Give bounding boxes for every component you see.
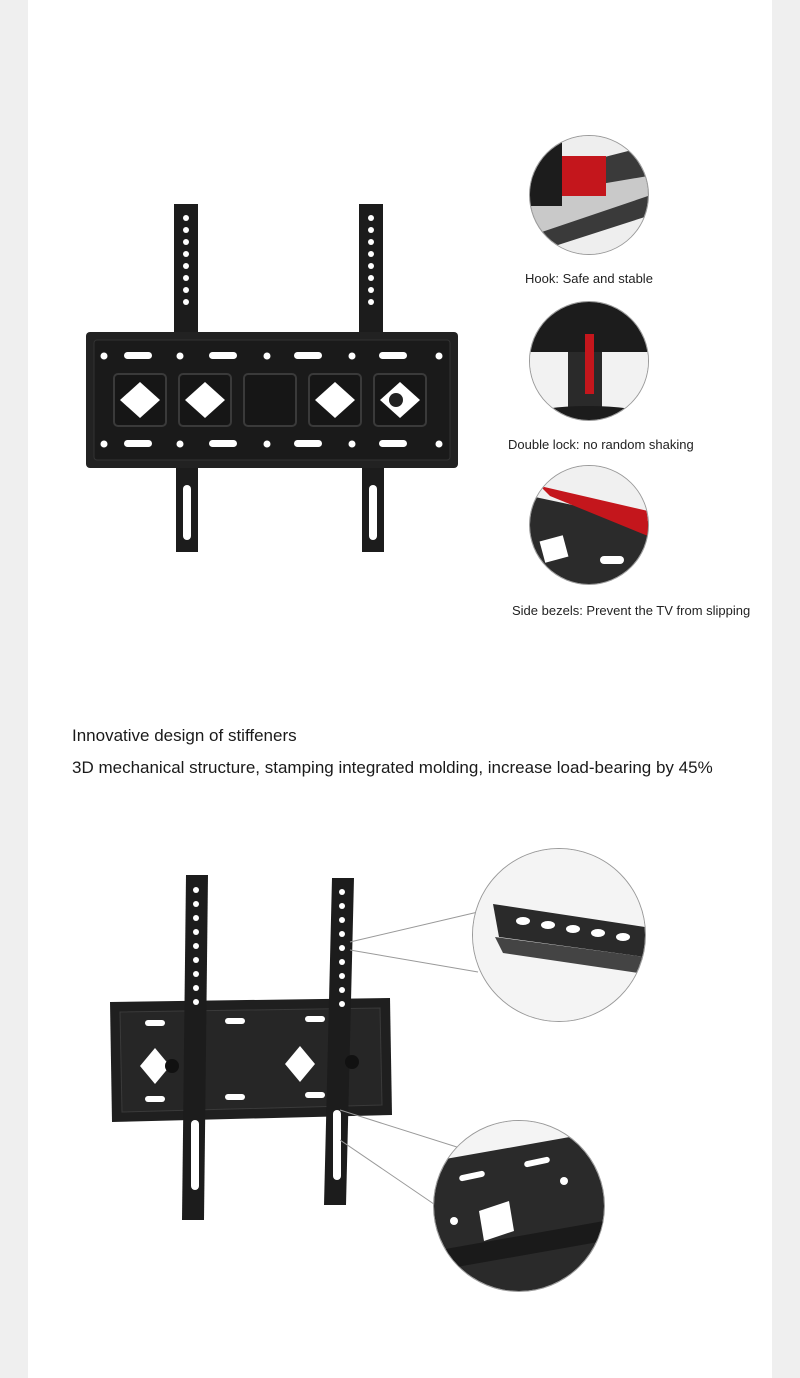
feature-caption-hook: Hook: Safe and stable bbox=[525, 271, 653, 286]
section-title: Innovative design of stiffeners bbox=[72, 726, 297, 745]
feature-caption-bezel: Side bezels: Prevent the TV from slipping bbox=[512, 603, 751, 618]
bezel-closeup-icon bbox=[529, 465, 649, 585]
section-subtitle: 3D mechanical structure, stamping integrated molding, increase load-bearing by 45% bbox=[72, 758, 713, 777]
hook-closeup-icon bbox=[529, 135, 649, 255]
lock-closeup-icon bbox=[529, 301, 649, 421]
stiffener-closeup-icon bbox=[472, 848, 646, 1022]
wall-mount-front-image bbox=[84, 200, 464, 560]
feature-caption-lock: Double lock: no random shaking bbox=[508, 437, 694, 452]
plate-closeup-icon bbox=[433, 1120, 605, 1292]
